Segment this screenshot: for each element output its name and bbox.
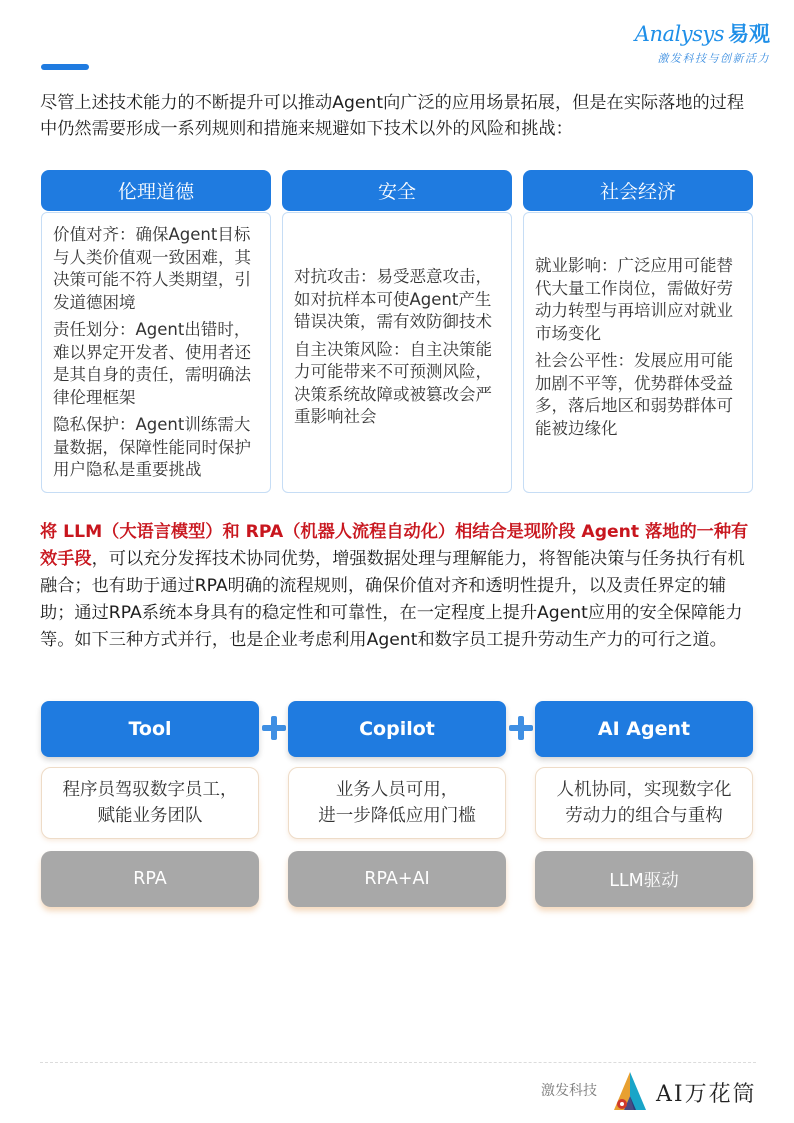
mode-description-line: 程序员驾驭数字员工， [62, 780, 238, 800]
mode-title: AI Agent [535, 701, 753, 757]
mode-technology: RPA+AI [288, 851, 506, 907]
highlight-sentence: 将 LLM（大语言模型）和 RPA（机器人流程自动化）相结合是现阶段 Agent 落地的一种有效手段 [40, 522, 749, 569]
mode-description [535, 767, 753, 839]
risk-item: 隐私保护：Agent训练需大量数据，保障性能同时保护用户隐私是重要挑战 [53, 415, 251, 479]
risk-column-body [523, 212, 753, 493]
footer-text: 激发科技 [541, 1083, 597, 1099]
risk-column-title: 安全 [282, 170, 512, 211]
analysys-logo [610, 18, 770, 68]
mode-column-copilot [288, 701, 506, 907]
llm-rpa-paragraph [40, 519, 758, 654]
risk-item: 就业影响：广泛应用可能替代大量工作岗位，需做好劳动力转型与再培训应对就业市场变化 [535, 256, 733, 343]
risk-item: 社会公平性：发展应用可能加剧不平等，优势群体受益多，落后地区和弱势群体可能被边缘化 [535, 351, 733, 438]
mode-description [288, 767, 506, 839]
intro-paragraph: 尽管上述技术能力的不断提升可以推动Agent向广泛的应用场景拓展，但是在实际落地的过程中仍然需要形成一系列规则和措施来规避如下技术以外的风险和挑战： [40, 93, 745, 139]
mode-technology: RPA [41, 851, 259, 907]
mode-description-line: 业务人员可用， [335, 780, 459, 800]
watermark-text: AI万花筒 [656, 1082, 757, 1107]
risk-column-title: 伦理道德 [41, 170, 271, 211]
mode-title: Tool [41, 701, 259, 757]
risk-item: 自主决策风险：自主决策能力可能带来不可预测风险，决策系统故障或被篡改会严重影响社会 [294, 339, 492, 427]
mode-column-ai-agent [535, 701, 753, 907]
logo-tagline: 激发科技与创新活力 [657, 52, 770, 65]
mode-title: Copilot [288, 701, 506, 757]
risk-item: 价值对齐：确保Agent目标与人类价值观一致困难，其决策可能不符人类期望，引发道德困境 [53, 225, 251, 312]
kaleidoscope-logo-icon [610, 1070, 650, 1114]
header-accent-bar [41, 64, 89, 70]
paragraph-body: ，可以充分发挥技术协同优势，增强数据处理与理解能力，将智能决策与任务执行有机融合；也有助于通过RPA明确的流程规则，确保价值对齐和透明性提升，以及责任界定的辅助；通过RPA系统本身具有的稳定性和可靠性，在一定程度上提升Agent应用的安全保障能力等。如下三种方式并行，也是企业考虑利用Agent和数字员工提升劳动生产力的可行之道。 [40, 549, 745, 650]
risk-column-security [282, 170, 512, 493]
risk-column-body [282, 212, 512, 493]
mode-technology: LLM驱动 [535, 851, 753, 907]
watermark [598, 1068, 780, 1116]
plus-icon [509, 716, 533, 740]
risk-item: 对抗攻击：易受恶意攻击，如对抗样本可使Agent产生错误决策，需有效防御技术 [294, 267, 492, 332]
logo-wordmark [635, 18, 770, 48]
risk-column-socioeconomic [523, 170, 753, 493]
logo-en-text: Analysys [634, 22, 724, 46]
logo-cn-text: 易观 [728, 22, 770, 46]
mode-description-line: 赋能业务团队 [97, 806, 203, 826]
mode-description-line: 人机协同，实现数字化 [556, 780, 732, 800]
mode-column-tool [41, 701, 259, 907]
risk-column-body [41, 212, 271, 493]
plus-icon [262, 716, 286, 740]
footer-divider [40, 1062, 756, 1063]
risk-column-ethics [41, 170, 271, 493]
risk-column-title: 社会经济 [523, 170, 753, 211]
risk-item: 责任划分：Agent出错时，难以界定开发者、使用者还是其自身的责任，需明确法律伦理框架 [53, 320, 251, 407]
mode-description-line: 劳动力的组合与重构 [565, 806, 723, 826]
mode-description-line: 进一步降低应用门槛 [318, 806, 476, 826]
mode-description [41, 767, 259, 839]
